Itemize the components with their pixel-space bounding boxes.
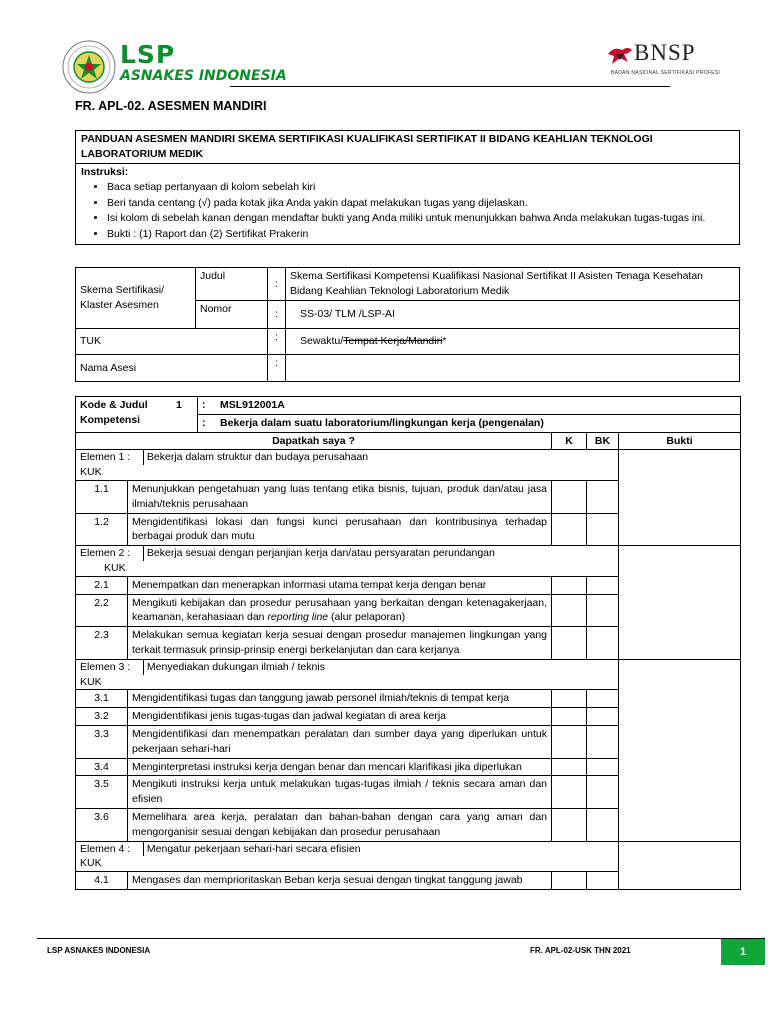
kode-judul-cell [76, 397, 198, 433]
bk-checkbox[interactable] [587, 576, 619, 594]
colon: : [268, 268, 286, 301]
element-label: Elemen 1 : [80, 450, 144, 465]
kuk-text: Mengidentifikasi tugas dan tanggung jawab personel ilmiah/teknis di tempat kerja [128, 690, 552, 708]
kuk-no: 1.2 [76, 513, 128, 546]
nomor-value: SS-03/ TLM /LSP-AI [286, 301, 740, 329]
panduan-title: PANDUAN ASESMEN MANDIRI SKEMA SERTIFIKASI KUALIFIKASI SERTIFIKAT II BIDANG KEAHLIAN TEKNOLOGI LABORATORIUM MEDIK [76, 131, 740, 164]
k-checkbox[interactable] [552, 776, 587, 809]
instruksi-item: • Isi kolom di sebelah kanan dengan mendaftar bukti yang Anda miliki untuk menunjukkan bahwa Anda melakukan tugas-tugas ini. [107, 211, 734, 227]
kuk-label: KUK [104, 561, 126, 574]
instruksi-item: • Beri tanda centang (√) pada kotak jika Anda yakin dapat melakukan tugas yang dijelaskan. [107, 196, 734, 212]
element-header [76, 546, 619, 577]
kuk-no: 3.3 [76, 725, 128, 758]
kuk-label: KUK [80, 857, 102, 870]
form-title: FR. APL-02. ASESMEN MANDIRI [75, 99, 267, 113]
kuk-text-italic: reporting line [267, 611, 329, 624]
bnsp-logo-text: BNSP [634, 40, 696, 65]
colon: : [268, 301, 286, 329]
kuk-text: Mengikuti instruksi kerja untuk melakukan tugas-tugas ilmiah / teknis secara aman dan efisien [128, 776, 552, 809]
element-label: Elemen 4 : [80, 842, 144, 857]
kuk-text: Mengidentifikasi dan menempatkan peralatan dan sumber daya yang diperlukan untuk pekerjaan sehari-hari [128, 725, 552, 758]
kuk-label: KUK [80, 466, 102, 479]
kuk-text [128, 594, 552, 627]
bukti-cell[interactable] [619, 841, 741, 889]
kuk-text: Mengases dan memprioritaskan Beban kerja sesuai dengan tingkat tanggung jawab [128, 872, 552, 890]
k-checkbox[interactable] [552, 690, 587, 708]
kuk-text: Menginterpretasi instruksi kerja dengan benar dan mencari klarifikasi jika diperlukan [128, 758, 552, 776]
kompetensi-number: 1 [176, 399, 182, 411]
skema-label: Skema Sertifikasi/ Klaster Asesmen [76, 268, 196, 329]
col-question-header: Dapatkah saya ? [76, 432, 552, 450]
kuk-text: Mengidentifikasi jenis tugas-tugas dan jadwal kegiatan di area kerja [128, 708, 552, 726]
kuk-text: Melakukan semua kegiatan kerja sesuai dengan prosedur manajemen lingkungan yang terkait termasuk prinsip-prinsip energi berkelanjutan dan cara kerjanya [128, 627, 552, 660]
kuk-text: Menunjukkan pengetahuan yang luas tentang etika bisnis, tujuan, produk dan/atau jasa ilmiah/teknis perusahaan [128, 480, 552, 513]
bk-checkbox[interactable] [587, 480, 619, 513]
bk-checkbox[interactable] [587, 725, 619, 758]
k-checkbox[interactable] [552, 808, 587, 841]
bukti-cell[interactable] [619, 546, 741, 660]
colon: : [202, 416, 206, 429]
tuk-label: TUK [76, 329, 268, 355]
kuk-text-part: Mengikuti kebijakan dan prosedur perusahaan yang berkaitan dengan ketenagakerjaan, keamanan, kerahasiaan dan [132, 596, 548, 624]
k-checkbox[interactable] [552, 872, 587, 890]
header-divider [230, 86, 670, 87]
k-checkbox[interactable] [552, 758, 587, 776]
lsp-asnakes-logo [62, 40, 116, 94]
bk-checkbox[interactable] [587, 513, 619, 546]
colon: : [268, 329, 286, 355]
kuk-text: Menempatkan dan menerapkan informasi utama tempat kerja dengan benar [128, 576, 552, 594]
footer-org: LSP ASNAKES INDONESIA [47, 946, 151, 955]
page-number: 1 [721, 939, 765, 965]
tuk-asterisk: * [442, 335, 447, 347]
kuk-no: 4.1 [76, 872, 128, 890]
k-checkbox[interactable] [552, 725, 587, 758]
bukti-cell[interactable] [619, 450, 741, 546]
kuk-text-part: (alur pelaporan) [328, 611, 406, 624]
instruksi-list [81, 180, 734, 242]
bk-checkbox[interactable] [587, 690, 619, 708]
bk-checkbox[interactable] [587, 776, 619, 809]
kuk-no: 3.1 [76, 690, 128, 708]
instruksi-item: • Baca setiap pertanyaan di kolom sebelah kiri [107, 180, 734, 196]
judul-value: Skema Sertifikasi Kompetensi Kualifikasi Nasional Sertifikat II Asisten Tenaga Kesehatan Bidang Keahlian Teknologi Laboratorium Medik [286, 268, 740, 301]
element-label: Elemen 2 : [80, 546, 144, 561]
kuk-no: 2.3 [76, 627, 128, 660]
element-header [76, 659, 619, 690]
k-checkbox[interactable] [552, 627, 587, 660]
kompetensi-title: Bekerja dalam suatu laboratorium/lingkungan kerja (pengenalan) [220, 416, 544, 429]
panduan-box [75, 130, 740, 245]
tuk-value[interactable] [286, 329, 740, 355]
element-header [76, 841, 619, 872]
nomor-label: Nomor [196, 301, 268, 329]
instruksi-item: • Bukti : (1) Raport dan (2) Sertifikat Prakerin [107, 227, 734, 243]
judul-label: Judul [196, 268, 268, 301]
element-title: Bekerja sesuai dengan perjanjian kerja dan/atau persyaratan perundangan [146, 547, 495, 560]
footer-form-code: FR. APL-02-USK THN 2021 [530, 946, 631, 955]
kuk-no: 3.2 [76, 708, 128, 726]
instruksi-label: Instruksi: [81, 166, 129, 178]
element-title: Mengatur pekerjaan sehari-hari secara efisien [146, 842, 361, 855]
kompetensi-label: Kompetensi [80, 413, 141, 426]
skema-table [75, 267, 740, 382]
tuk-struck-option: Tempat Kerja/Mandiri [343, 335, 443, 347]
element-title: Bekerja dalam struktur dan budaya perusahaan [146, 451, 369, 464]
kompetensi-code: MSL912001A [220, 399, 285, 411]
colon: : [268, 355, 286, 382]
colon: : [202, 399, 206, 411]
bk-checkbox[interactable] [587, 627, 619, 660]
kompetensi-title-cell [198, 414, 741, 432]
kuk-text: Memelihara area kerja, peralatan dan bahan-bahan dengan cara yang aman dan mengorganisir sesuai dengan kebijakan dan prosedur perusahaan [128, 808, 552, 841]
footer-divider [37, 938, 765, 939]
bk-checkbox[interactable] [587, 758, 619, 776]
bnsp-logo-subtext: BADAN NASIONAL SERTIFIKASI PROFESI [611, 70, 721, 76]
bk-checkbox[interactable] [587, 708, 619, 726]
kuk-no: 3.6 [76, 808, 128, 841]
bk-checkbox[interactable] [587, 872, 619, 890]
element-label: Elemen 3 : [80, 660, 144, 675]
instruksi-cell [76, 164, 740, 245]
k-checkbox[interactable] [552, 576, 587, 594]
asesi-value-field[interactable] [286, 355, 740, 382]
kuk-no: 3.5 [76, 776, 128, 809]
asesi-label: Nama Asesi [76, 355, 268, 382]
k-checkbox[interactable] [552, 594, 587, 627]
kuk-label: KUK [80, 675, 102, 688]
col-bk-header: BK [587, 432, 619, 450]
lsp-logo-text: LSP [120, 40, 176, 69]
kompetensi-table [75, 396, 741, 890]
kode-label: Kode & Judul [80, 399, 148, 411]
col-k-header: K [552, 432, 587, 450]
k-checkbox[interactable] [552, 480, 587, 513]
bnsp-emblem-icon [606, 44, 634, 68]
bk-checkbox[interactable] [587, 594, 619, 627]
col-bukti-header: Bukti [619, 432, 741, 450]
kuk-text: Mengidentifikasi lokasi dan fungsi kunci perusahaan dan kontribusinya terhadap berbagai produk dan mutu [128, 513, 552, 546]
lsp-logo-subtext: ASNAKES INDONESIA [120, 68, 287, 84]
k-checkbox[interactable] [552, 513, 587, 546]
kuk-no: 3.4 [76, 758, 128, 776]
bk-checkbox[interactable] [587, 808, 619, 841]
kompetensi-code-cell [198, 397, 741, 415]
tuk-sewaktu: Sewaktu/ [300, 335, 344, 347]
kuk-no: 2.2 [76, 594, 128, 627]
element-header [76, 450, 619, 481]
bukti-cell[interactable] [619, 659, 741, 841]
k-checkbox[interactable] [552, 708, 587, 726]
kuk-no: 1.1 [76, 480, 128, 513]
kuk-no: 2.1 [76, 576, 128, 594]
element-title: Menyediakan dukungan ilmiah / teknis [146, 660, 325, 673]
